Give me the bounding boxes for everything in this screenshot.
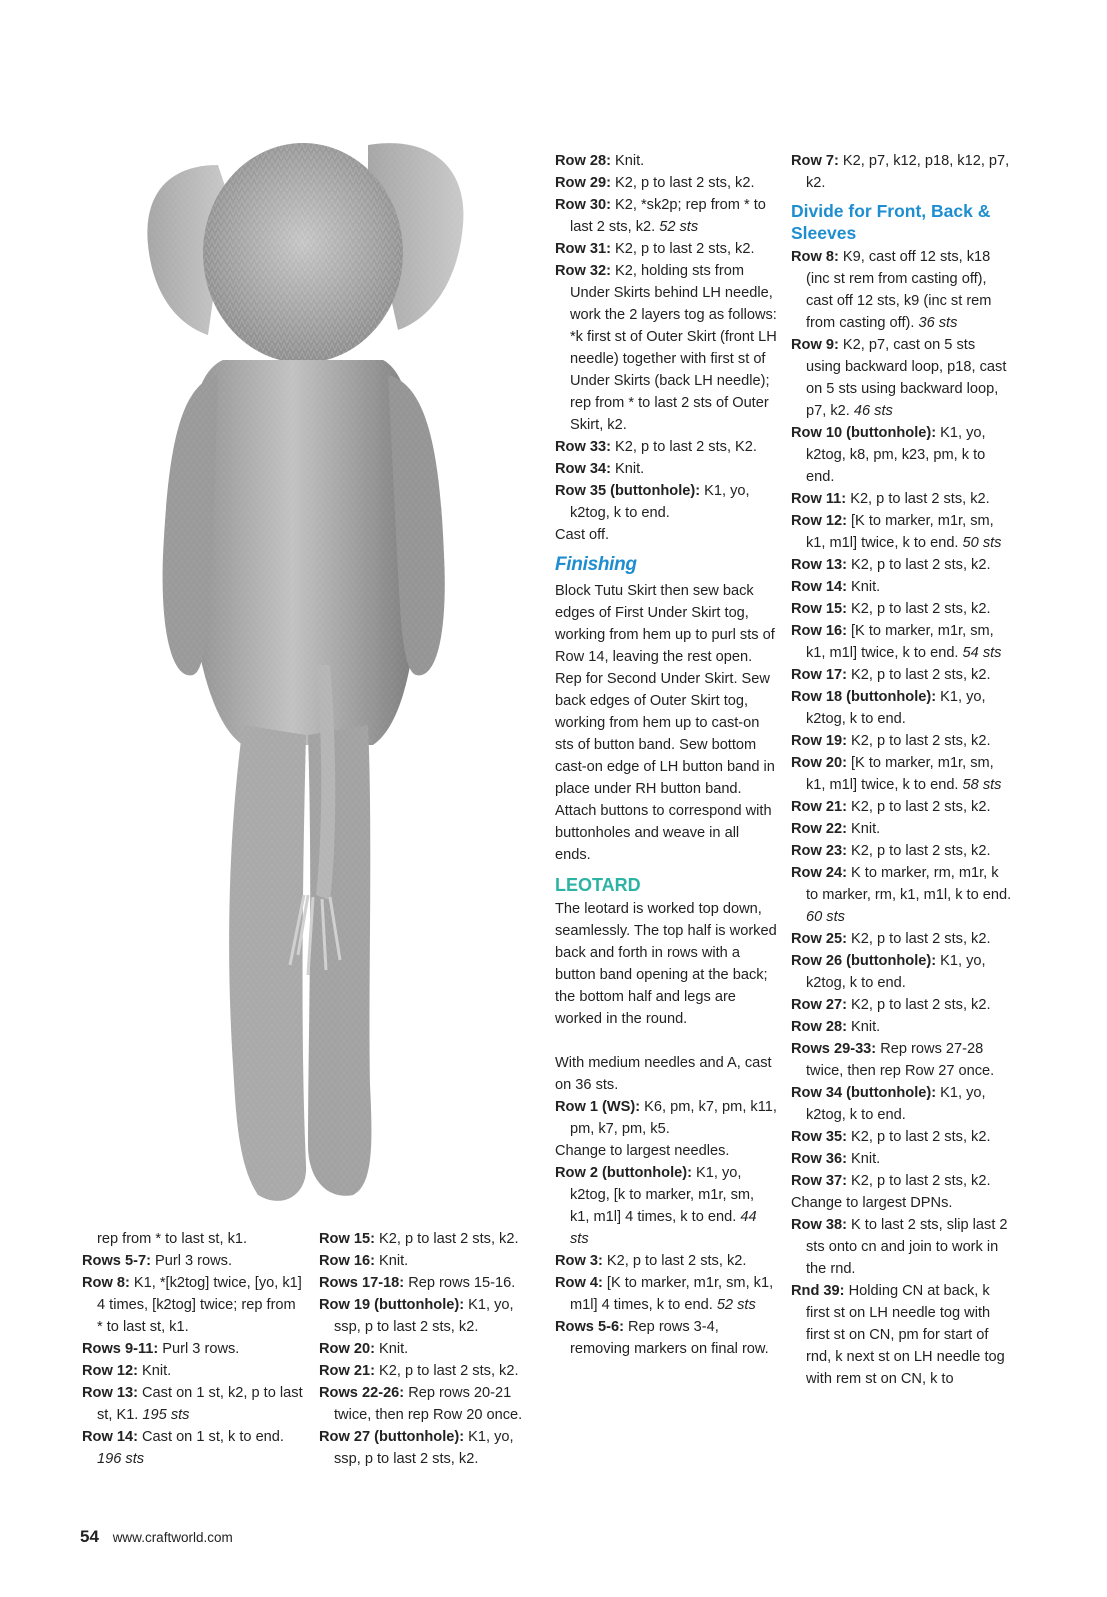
column-2 (319, 1228, 541, 1470)
instruction-row (791, 1126, 1013, 1148)
instruction-continuation (82, 1228, 304, 1250)
instruction-row (555, 238, 777, 260)
row-label: Row 27 (buttonhole): (319, 1429, 465, 1445)
row-label: Row 11: (791, 491, 847, 507)
text: Knit. (374, 1341, 409, 1357)
instruction-row (555, 458, 777, 480)
row-label: Row 19: (791, 733, 847, 749)
row-label: Rows 22-26: (319, 1385, 405, 1401)
row-label: Row 20: (319, 1341, 375, 1357)
text: LEOTARD (555, 875, 641, 895)
text: K to last 2 sts, slip last 2 sts onto cn and join to work in the rnd. (806, 1217, 1008, 1277)
column-3 (555, 150, 777, 1360)
instruction-row (791, 994, 1013, 1016)
row-label: Rows 29-33: (791, 1041, 877, 1057)
section-heading (555, 554, 777, 576)
text: Knit. (137, 1363, 172, 1379)
instruction-row (555, 1272, 777, 1316)
instruction-row (82, 1250, 304, 1272)
instruction-row (319, 1272, 541, 1294)
text: K2, p to last 2 sts, k2. (846, 733, 991, 749)
text: Knit. (374, 1253, 409, 1269)
instruction-row (791, 1280, 1013, 1390)
text: [K to marker, m1r, sm, k1, m1l] twice, k to end. (806, 755, 994, 793)
text: Knit. (846, 579, 881, 595)
row-label: Rows 17-18: (319, 1275, 405, 1291)
website-url: www.craftworld.com (112, 1530, 233, 1545)
text: K to marker, rm, m1r, k to marker, rm, k1, m1l, k to end. (806, 865, 1012, 903)
column-4 (791, 150, 1013, 1390)
text: [K to marker, m1r, sm, k1, m1l] twice, k to end. (806, 513, 994, 551)
text: K1, yo, k2tog, [k to marker, m1r, sm, k1, m1l] 4 times, k to end. (570, 1165, 755, 1225)
row-label: Row 27: (791, 997, 847, 1013)
row-label: Row 4: (555, 1275, 603, 1291)
text: K9, cast off 12 sts, k18 (inc st rem from casting off), cast off 12 sts, k9 (inc st rem from casting off). (806, 249, 992, 331)
stitch-count: 36 sts (918, 315, 958, 331)
text: Purl 3 rows. (150, 1253, 233, 1269)
row-label: Row 28: (555, 153, 611, 169)
instruction-row (791, 730, 1013, 752)
row-label: Row 14: (82, 1429, 138, 1445)
instruction-row (791, 928, 1013, 950)
instruction-row (82, 1426, 304, 1470)
text: [K to marker, m1r, sm, k1, m1l] twice, k to end. (806, 623, 994, 661)
instruction-row (319, 1338, 541, 1360)
row-label: Row 33: (555, 439, 611, 455)
row-label: Row 12: (791, 513, 847, 529)
text: Cast on 1 st, k to end. (137, 1429, 284, 1445)
row-label: Row 26 (buttonhole): (791, 953, 937, 969)
instruction-row (791, 796, 1013, 818)
text: Holding CN at back, k first st on LH needle tog with first st on CN, pm for start of rnd, k next st on LH needle tog with rem st on CN, k to (806, 1283, 1005, 1387)
instruction-row (791, 950, 1013, 994)
row-label: Row 14: (791, 579, 847, 595)
instruction-row (319, 1426, 541, 1470)
paragraph (555, 1140, 777, 1162)
row-label: Row 10 (buttonhole): (791, 425, 937, 441)
row-label: Row 37: (791, 1173, 847, 1189)
instruction-row (555, 1096, 777, 1140)
instruction-row (791, 510, 1013, 554)
instruction-row (791, 422, 1013, 488)
text: Purl 3 rows. (158, 1341, 240, 1357)
instruction-row (555, 194, 777, 238)
instruction-row (791, 862, 1013, 928)
stitch-count: 46 sts (853, 403, 893, 419)
instruction-row (791, 334, 1013, 422)
instruction-row (791, 1082, 1013, 1126)
row-label: Row 1 (WS): (555, 1099, 641, 1115)
row-label: Row 20: (791, 755, 847, 771)
row-label: Row 31: (555, 241, 611, 257)
instruction-row (791, 576, 1013, 598)
text: K2, p to last 2 sts, k2. (846, 1173, 991, 1189)
row-label: Row 3: (555, 1253, 603, 1269)
instruction-row (319, 1360, 541, 1382)
text: With medium needles and A, cast on 36 sts. (555, 1055, 772, 1093)
paragraph (555, 898, 777, 1030)
row-label: Row 12: (82, 1363, 138, 1379)
row-label: Row 35: (791, 1129, 847, 1145)
text: K1, yo, k2tog, k to end. (806, 689, 986, 727)
row-label: Row 25: (791, 931, 847, 947)
page-number: 54 (80, 1527, 99, 1546)
instruction-row (319, 1250, 541, 1272)
text: K1, yo, k2tog, k to end. (806, 1085, 986, 1123)
row-label: Row 8: (791, 249, 839, 265)
row-label: Row 21: (319, 1363, 375, 1379)
stitch-count: 50 sts (962, 535, 1002, 551)
text: Knit. (846, 821, 881, 837)
text: Cast on 1 st, k2, p to last st, K1. (97, 1385, 303, 1423)
row-label: Row 17: (791, 667, 847, 683)
instruction-row (555, 480, 777, 524)
text: K1, *[k2tog] twice, [yo, k1] 4 times, [k2tog] twice; rep from * to last st, k1. (97, 1275, 302, 1335)
instruction-row (791, 246, 1013, 334)
section-heading (791, 200, 1013, 244)
instruction-row (319, 1228, 541, 1250)
row-label: Row 13: (82, 1385, 138, 1401)
instruction-row (555, 150, 777, 172)
row-label: Row 7: (791, 153, 839, 169)
instruction-row (82, 1382, 304, 1426)
row-label: Row 36: (791, 1151, 847, 1167)
row-label: Row 15: (319, 1231, 375, 1247)
text: Divide for Front, Back & Sleeves (791, 201, 991, 243)
text: K2, p7, cast on 5 sts using backward loop, p18, cast on 5 sts using backward loop, p7, k2. (806, 337, 1007, 419)
stitch-count: 196 sts (97, 1451, 145, 1467)
instruction-row (791, 150, 1013, 194)
instruction-row (791, 664, 1013, 686)
text: K2, p to last 2 sts, k2. (846, 997, 991, 1013)
row-label: Row 15: (791, 601, 847, 617)
instruction-row (555, 436, 777, 458)
instruction-row (791, 620, 1013, 664)
text: Rep rows 27-28 twice, then rep Row 27 once. (806, 1041, 995, 1079)
row-label: Row 18 (buttonhole): (791, 689, 937, 705)
instruction-row (791, 1170, 1013, 1192)
text: Change to largest needles. (555, 1143, 730, 1159)
row-label: Row 34 (buttonhole): (791, 1085, 937, 1101)
stitch-count: 52 sts (716, 1297, 756, 1313)
paragraph (791, 1192, 1013, 1214)
instruction-row (319, 1382, 541, 1426)
instruction-row (791, 686, 1013, 730)
row-label: Row 2 (buttonhole): (555, 1165, 692, 1181)
text: rep from * to last st, k1. (97, 1231, 248, 1247)
text: K1, yo, k2tog, k to end. (806, 953, 986, 991)
section-heading (555, 874, 777, 896)
row-label: Row 9: (791, 337, 839, 353)
instruction-row (791, 1148, 1013, 1170)
instruction-row (555, 260, 777, 436)
stitch-count: 60 sts (806, 909, 845, 925)
row-label: Row 35 (buttonhole): (555, 483, 701, 499)
instruction-row (791, 488, 1013, 510)
row-label: Row 23: (791, 843, 847, 859)
instruction-row (555, 1316, 777, 1360)
row-label: Row 16: (319, 1253, 375, 1269)
text: K2, p to last 2 sts, k2. (846, 1129, 991, 1145)
text: K1, yo, ssp, p to last 2 sts, k2. (334, 1297, 514, 1335)
text: Rep rows 15-16. (404, 1275, 516, 1291)
instruction-row (791, 752, 1013, 796)
paragraph (555, 524, 777, 546)
row-label: Row 19 (buttonhole): (319, 1297, 465, 1313)
text: Knit. (846, 1019, 881, 1035)
row-label: Rows 5-6: (555, 1319, 624, 1335)
row-label: Row 13: (791, 557, 847, 573)
text: Knit. (846, 1151, 881, 1167)
text: K2, p to last 2 sts, k2. (846, 601, 991, 617)
text: K2, holding sts from Under Skirts behind LH needle, work the 2 layers tog as follows: *k first st of Outer Skirt (front LH needle) together with first st of Under Skirts (back LH needle); rep from * to last 2 sts of Outer Skirt, k2. (570, 263, 777, 433)
text: Rep rows 20-21 twice, then rep Row 20 once. (334, 1385, 523, 1423)
text: K2, p to last 2 sts, k2. (846, 931, 991, 947)
stitch-count: 52 sts (659, 219, 699, 235)
paragraph (555, 1052, 777, 1096)
text: K1, yo, k2tog, k8, pm, k23, pm, k to end. (806, 425, 986, 485)
instruction-row (319, 1294, 541, 1338)
row-label: Row 34: (555, 461, 611, 477)
row-label: Row 28: (791, 1019, 847, 1035)
page-footer (80, 1527, 233, 1547)
text: K2, p to last 2 sts, k2. (846, 667, 991, 683)
column-1 (82, 1228, 304, 1470)
text: K6, pm, k7, pm, k11, pm, k7, pm, k5. (570, 1099, 777, 1137)
spacer (555, 1030, 777, 1052)
stitch-count: 44 sts (570, 1209, 757, 1247)
text: K2, p to last 2 sts, k2. (374, 1363, 519, 1379)
text: K2, p7, k12, p18, k12, p7, k2. (806, 153, 1010, 191)
stitch-count: 195 sts (142, 1407, 190, 1423)
paragraph (555, 580, 777, 866)
text: Block Tutu Skirt then sew back edges of First Under Skirt tog, working from hem up to purl sts of Row 14, leaving the rest open. Rep for Second Under Skirt. Sew back edges of Outer Skirt tog, working from hem up to cast-on sts of button band. Sew bottom cast-on edge of LH button band in place under RH button band. Attach buttons to correspond with buttonholes and weave in all ends. (555, 583, 775, 863)
row-label: Rows 9-11: (82, 1341, 159, 1357)
instruction-row (791, 1016, 1013, 1038)
row-label: Row 8: (82, 1275, 130, 1291)
text: K2, p to last 2 sts, k2. (374, 1231, 519, 1247)
text: K2, p to last 2 sts, k2. (610, 175, 755, 191)
instruction-row (791, 818, 1013, 840)
instruction-row (82, 1272, 304, 1338)
text: K2, p to last 2 sts, k2. (846, 843, 991, 859)
instruction-row (555, 1250, 777, 1272)
text: Knit. (610, 153, 645, 169)
text: K1, yo, k2tog, k to end. (570, 483, 750, 521)
text: K2, p to last 2 sts, k2. (846, 799, 991, 815)
stitch-count: 54 sts (962, 645, 1002, 661)
instruction-row (791, 1038, 1013, 1082)
text: Finishing (555, 554, 637, 575)
row-label: Row 32: (555, 263, 611, 279)
text: K2, p to last 2 sts, k2. (846, 557, 991, 573)
instruction-row (791, 1214, 1013, 1280)
text: The leotard is worked top down, seamlessly. The top half is worked back and forth in rows with a button band opening at the back; the bottom half and legs are worked in the round. (555, 901, 777, 1027)
knitted-elephant-photo (68, 135, 540, 1215)
text: K2, p to last 2 sts, K2. (610, 439, 757, 455)
text: K2, *sk2p; rep from * to last 2 sts, k2. (570, 197, 766, 235)
instruction-row (555, 172, 777, 194)
instruction-row (791, 840, 1013, 862)
text: K2, p to last 2 sts, k2. (846, 491, 990, 507)
text: K2, p to last 2 sts, k2. (610, 241, 755, 257)
row-label: Row 16: (791, 623, 847, 639)
text: Rep rows 3-4, removing markers on final row. (570, 1319, 769, 1357)
row-label: Row 24: (791, 865, 847, 881)
text: Knit. (610, 461, 645, 477)
row-label: Row 30: (555, 197, 611, 213)
instruction-row (82, 1360, 304, 1382)
row-label: Row 21: (791, 799, 847, 815)
instruction-row (791, 554, 1013, 576)
row-label: Row 38: (791, 1217, 847, 1233)
stitch-count: 58 sts (962, 777, 1002, 793)
text: K2, p to last 2 sts, k2. (602, 1253, 747, 1269)
text: [K to marker, m1r, sm, k1, m1l] 4 times, k to end. (570, 1275, 774, 1313)
row-label: Rows 5-7: (82, 1253, 151, 1269)
instruction-row (82, 1338, 304, 1360)
instruction-row (555, 1162, 777, 1250)
text: Cast off. (555, 527, 610, 543)
row-label: Row 22: (791, 821, 847, 837)
row-label: Row 29: (555, 175, 611, 191)
text: K1, yo, ssp, p to last 2 sts, k2. (334, 1429, 514, 1467)
text: Change to largest DPNs. (791, 1195, 953, 1211)
row-label: Rnd 39: (791, 1283, 845, 1299)
instruction-row (791, 598, 1013, 620)
